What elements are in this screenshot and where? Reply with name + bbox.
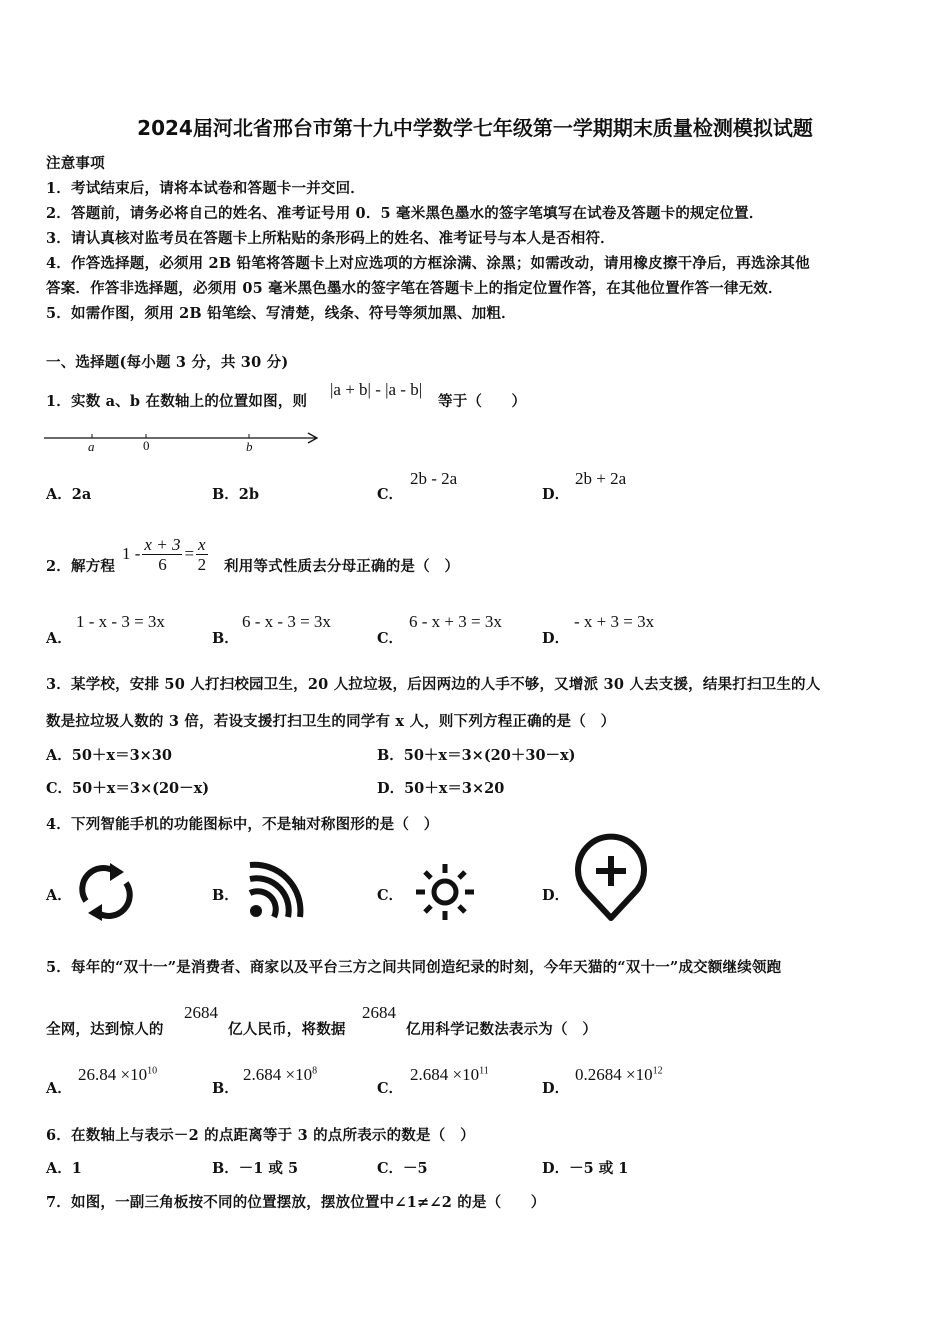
q2-stem: 2．解方程 xyxy=(46,558,116,575)
q5-line2b: 亿人民币，将数据 xyxy=(228,1021,346,1038)
q2-option-d-label[interactable]: D． xyxy=(542,630,570,647)
q5-number-2: 2684 xyxy=(362,1003,396,1022)
q2-option-a-label[interactable]: A． xyxy=(46,630,72,647)
sun-brightness-icon[interactable] xyxy=(414,862,476,922)
q7-stem: 7．如图，一副三角板按不同的位置摆放，摆放位置中∠1≠∠2 的是（ ） xyxy=(46,1194,546,1211)
q6-option-d[interactable]: D．－5 或 1 xyxy=(542,1160,629,1177)
q3-line2: 数是拉垃圾人数的 3 倍，若设支援打扫卫生的同学有 x 人，则下列方程正确的是（ ） xyxy=(46,713,616,730)
q2-option-b-label[interactable]: B． xyxy=(212,630,239,647)
note-item: 5．如需作图，须用 2B 铅笔绘、写清楚，线条、符号等须加黑、加粗． xyxy=(46,305,516,322)
q2-option-c[interactable]: 6 - x + 3 = 3x xyxy=(409,612,502,631)
q6-option-a[interactable]: A．1 xyxy=(46,1160,82,1177)
note-item: 答案．作答非选择题，必须用 05 毫米黑色墨水的签字笔在答题卡上的指定位置作答，在其他位置作答一律无效． xyxy=(46,280,783,297)
q2-equation: 1 - $\frac{x + 3}{6}$ = $\frac{x}{2}$ xyxy=(122,534,207,574)
q5-option-c-label[interactable]: C． xyxy=(377,1080,404,1097)
q5-line2c: 亿用科学记数法表示为（ ） xyxy=(406,1021,598,1038)
q2-option-c-label[interactable]: C． xyxy=(377,630,404,647)
q1-option-d[interactable]: 2b + 2a xyxy=(575,469,627,488)
q1-option-d-label[interactable]: D． xyxy=(542,486,570,503)
notes-heading: 注意事项 xyxy=(46,155,105,172)
section-heading: 一、选择题(每小题 3 分，共 30 分) xyxy=(46,354,289,371)
add-location-pin-icon[interactable] xyxy=(575,842,647,922)
axis-label-a: a xyxy=(88,439,95,454)
q2-tail: 利用等式性质去分母正确的是（ ） xyxy=(224,558,460,575)
q2-option-a[interactable]: 1 - x - 3 = 3x xyxy=(76,612,165,631)
note-item: 4．作答选择题，必须用 2B 铅笔将答题卡上对应选项的方框涂满、涂黑；如需改动，请用橡皮擦干净后，再选涂其他 xyxy=(46,255,810,272)
q5-option-a[interactable]: $26.84 \times 10^{10}$ xyxy=(78,1065,158,1084)
q5-option-c[interactable]: $2.684 \times 10^{11}$ xyxy=(410,1065,489,1084)
axis-label-0: 0 xyxy=(143,438,150,453)
q4-option-c-label[interactable]: C． xyxy=(377,887,404,904)
q6-stem: 6．在数轴上与表示－2 的点距离等于 3 的点所表示的数是（ ） xyxy=(46,1127,475,1144)
q6-option-c[interactable]: C．－5 xyxy=(377,1160,428,1177)
axis-label-b: b xyxy=(246,439,253,454)
page-title: 2024届河北省邢台市第十九中学数学七年级第一学期期末质量检测模拟试题 xyxy=(137,116,813,140)
note-item: 2．答题前，请务必将自己的姓名、准考证号用 0．5 毫米黑色墨水的签字笔填写在试卷及答题卡的规定位置． xyxy=(46,205,764,222)
q1-expression: |a + b| - |a - b| xyxy=(330,380,423,399)
q5-line2a: 全网，达到惊人的 xyxy=(46,1021,164,1038)
q5-option-a-label[interactable]: A． xyxy=(46,1080,72,1097)
q3-option-d[interactable]: D．50＋x＝3×20 xyxy=(377,780,505,797)
q2-option-d[interactable]: - x + 3 = 3x xyxy=(574,612,655,631)
note-item: 1．考试结束后，请将本试卷和答题卡一并交回． xyxy=(46,180,365,197)
q1-option-c-label[interactable]: C． xyxy=(377,486,404,503)
q5-option-b-label[interactable]: B． xyxy=(212,1080,239,1097)
q4-option-a-label[interactable]: A． xyxy=(46,887,72,904)
q1-option-c[interactable]: 2b - 2a xyxy=(410,469,458,488)
q3-line1: 3．某学校，安排 50 人打扫校园卫生，20 人拉垃圾，后因两边的人手不够，又增派 30 人去支援，结果打扫卫生的人 xyxy=(46,676,821,693)
note-item: 3．请认真核对监考员在答题卡上所粘贴的条形码上的姓名、准考证号与本人是否相符． xyxy=(46,230,615,247)
number-line-figure xyxy=(44,428,324,456)
q4-option-b-label[interactable]: B． xyxy=(212,887,239,904)
q1-option-a[interactable]: A．2a xyxy=(46,486,92,503)
q5-line1: 5．每年的“双十一”是消费者、商家以及平台三方之间共同创造纪录的时刻，今年天猫的“双十一”成交额继续领跑 xyxy=(46,959,782,976)
q1-stem: 1．实数 a、b 在数轴上的位置如图，则 xyxy=(46,393,308,410)
q3-option-b[interactable]: B．50＋x＝3×(20＋30－x) xyxy=(377,747,576,764)
q5-option-d-label[interactable]: D． xyxy=(542,1080,570,1097)
q5-number-1: 2684 xyxy=(184,1003,218,1022)
refresh-icon[interactable] xyxy=(76,863,136,921)
q3-option-c[interactable]: C．50＋x＝3×(20－x) xyxy=(46,780,210,797)
q2-option-b[interactable]: 6 - x - 3 = 3x xyxy=(242,612,331,631)
q5-option-b[interactable]: $2.684 \times 10^8$ xyxy=(243,1065,318,1084)
q1-option-b[interactable]: B．2b xyxy=(212,486,259,503)
q1-tail: 等于（ ） xyxy=(438,393,527,410)
q4-stem: 4．下列智能手机的功能图标中，不是轴对称图形的是（ ） xyxy=(46,816,439,833)
q4-option-d-label[interactable]: D． xyxy=(542,887,570,904)
q5-option-d[interactable]: $0.2684 \times 10^{12}$ xyxy=(575,1065,663,1084)
q3-option-a[interactable]: A．50＋x＝3×30 xyxy=(46,747,172,764)
wifi-signal-icon[interactable] xyxy=(247,863,303,921)
q6-option-b[interactable]: B．－1 或 5 xyxy=(212,1160,299,1177)
